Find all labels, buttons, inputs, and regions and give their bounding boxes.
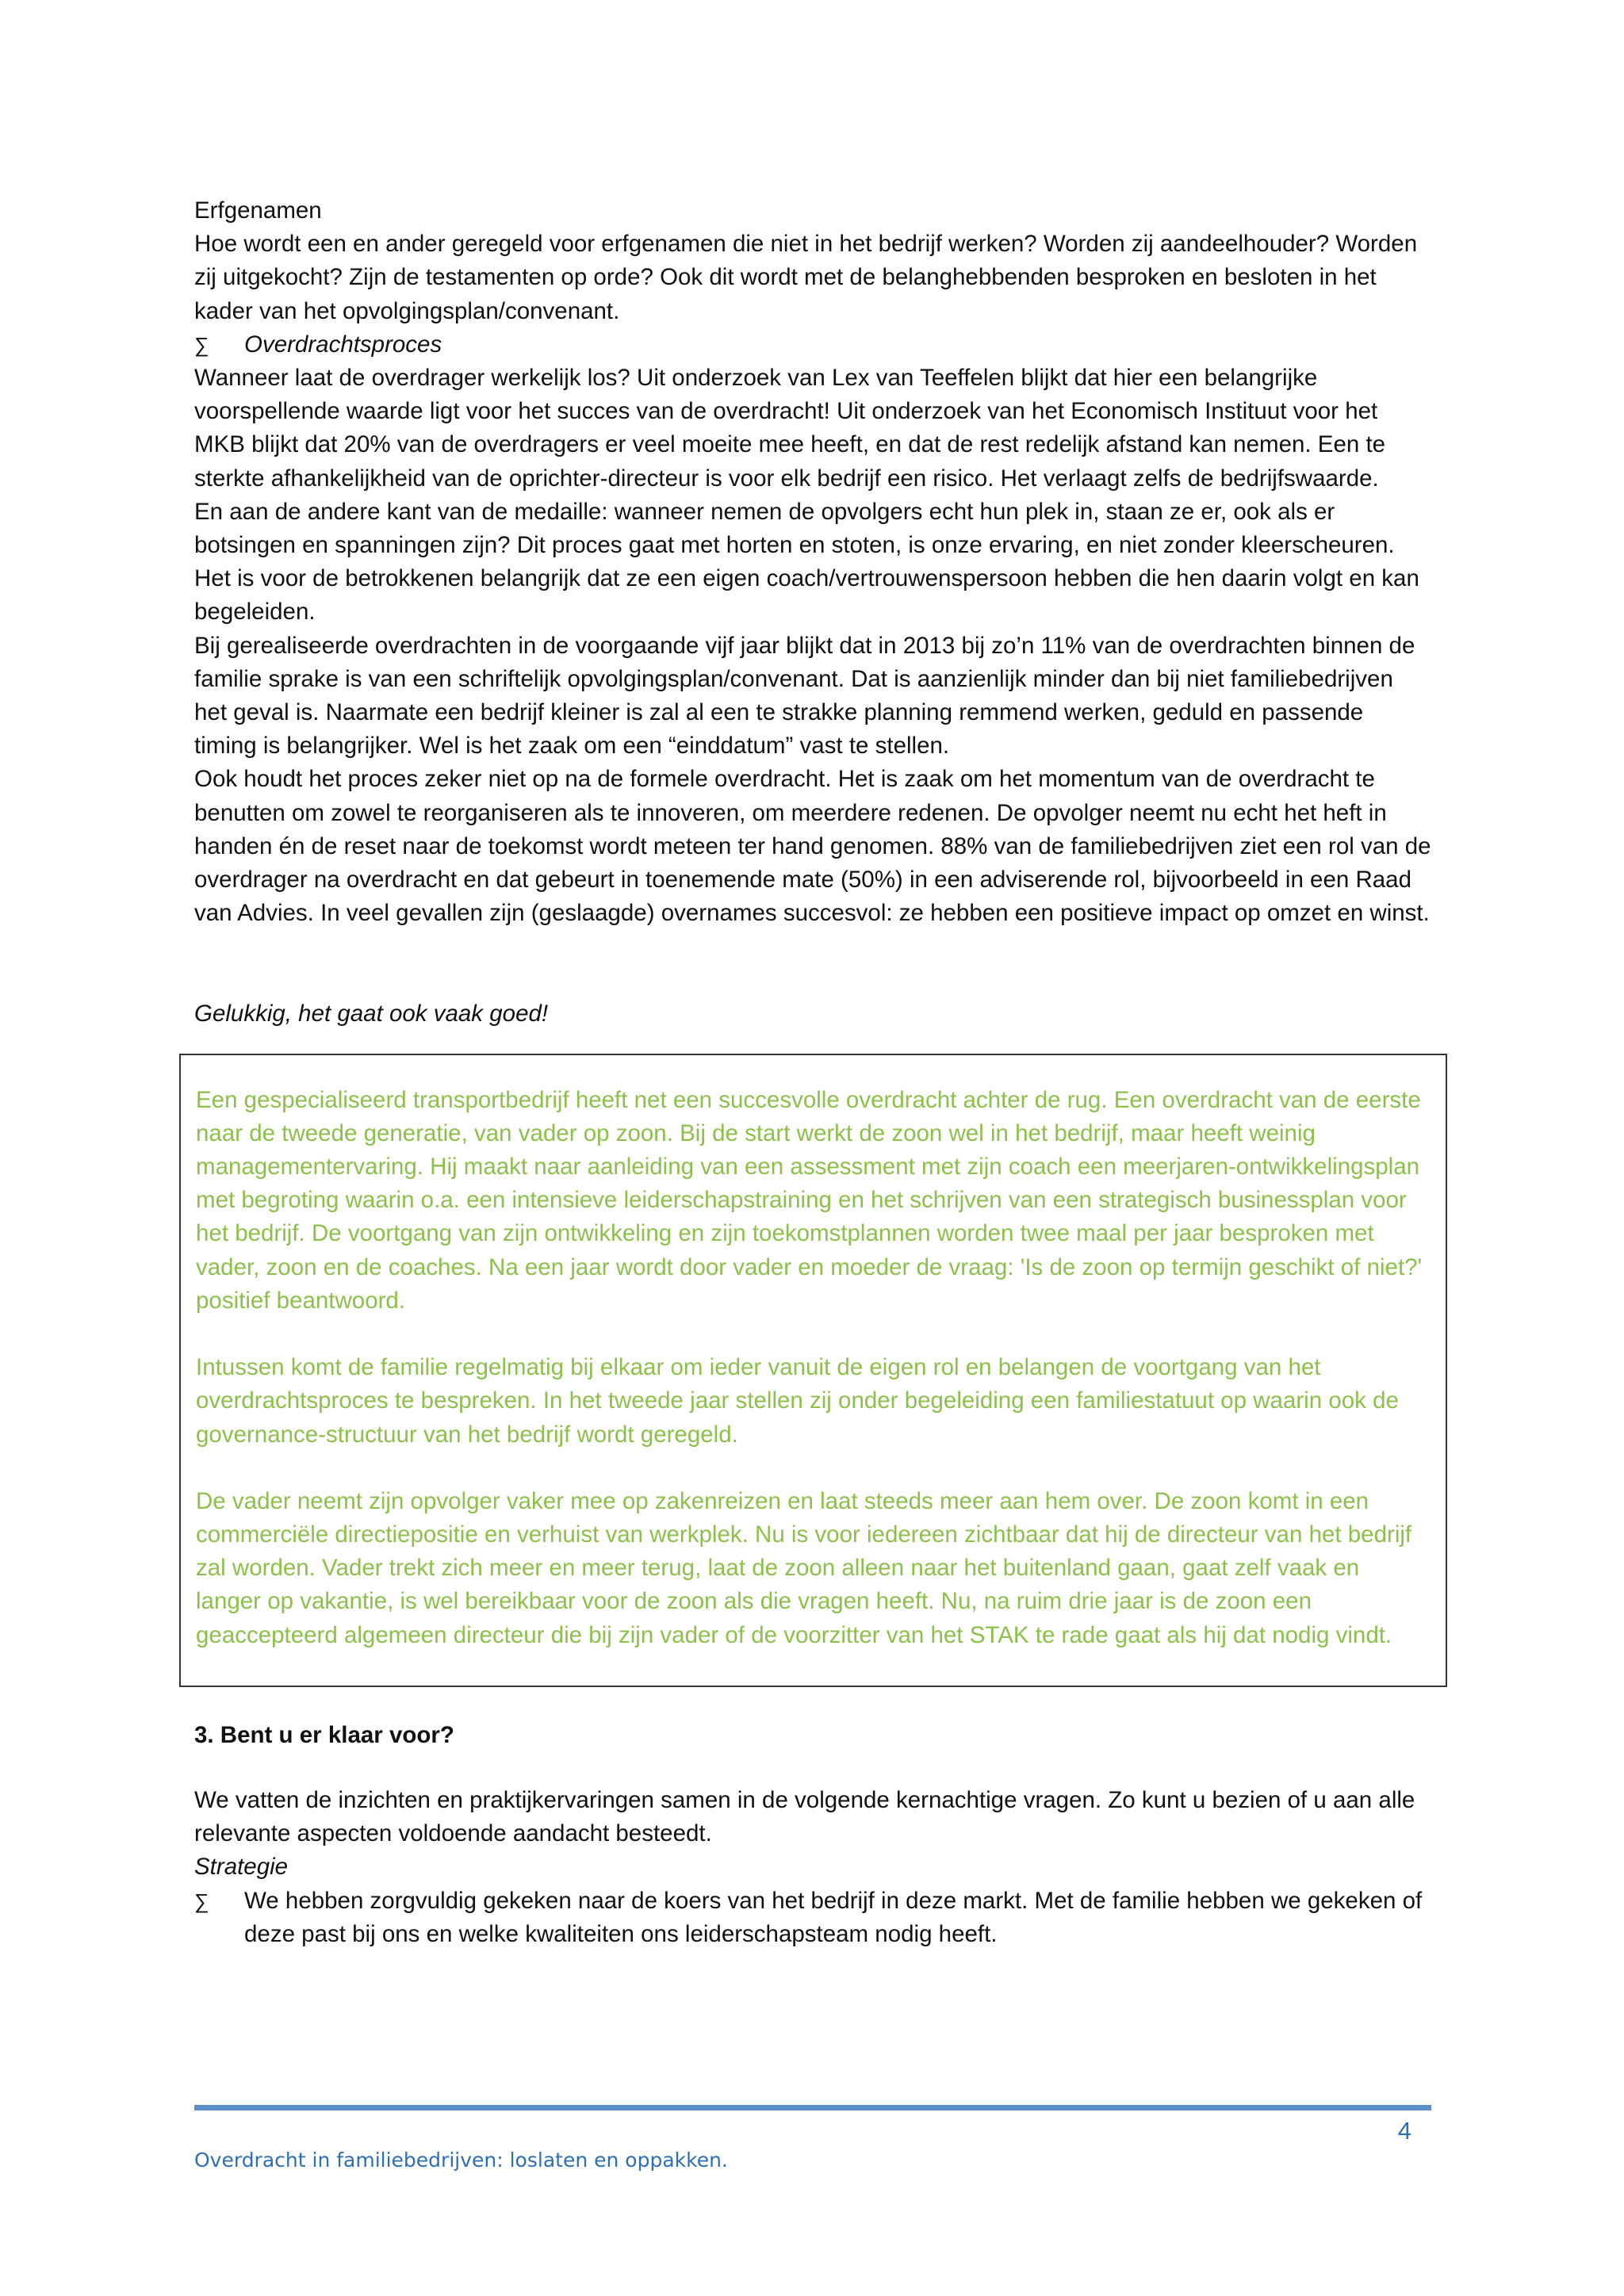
page-number: 4 (1397, 2117, 1411, 2145)
footer-title: Overdracht in familiebedrijven: loslaten en oppakken. (194, 2149, 728, 2172)
footer-rule (194, 2105, 1431, 2110)
paragraph-overdracht-2: En aan de andere kant van de medaille: wanneer nemen de opvolgers echt hun plek in, staan ze er, ook als er botsingen en spanningen zijn? Dit proces gaat met horten en stoten, is onze ervaring, en niet zonder kleerscheuren. Het is voor de betrokkenen belangrijk dat ze een eigen coach/vertrouwenspersoon hebben die hen daarin volgt en kan begeleiden. (194, 498, 1419, 626)
spacer (194, 930, 1431, 997)
paragraph-overdracht-4: Ook houdt het proces zeker niet op na de formele overdracht. Het is zaak om het momentum van de overdracht te benutten om zowel te reorganiseren als te innoveren, om meerdere redenen. De opvolger neemt nu echt het heft in handen én de reset naar de toekomst wordt meteen ter hand genomen. 88% van de familiebedrijven ziet een rol van de overdrager na overdracht en dat gebeurt in toenemende mate (50%) in een adviserende rol, bijvoorbeeld in een Raad van Advies. In veel gevallen zijn (geslaagde) overnames succesvol: ze hebben een positieve impact op omzet en winst. (194, 766, 1431, 927)
case-paragraph-1: Een gespecialiseerd transportbedrijf heeft net een succesvolle overdracht achter de rug. Een overdracht van de eerste naar de tweede generatie, van vader op zoon. Bij de start werkt de zoon wel in het bedrijf, maar heeft weinig managementervaring. Hij maakt naar aanleiding van een assessment met zijn coach een meerjaren-ontwikkelingsplan met begroting waarin o.a. een intensieve leiderschapstraining en het schrijven van een strategisch businessplan voor het bedrijf. De voortgang van zijn ontwikkeling en zijn toekomstplannen worden twee maal per jaar besproken met vader, zoon en de coaches. Na een jaar wordt door vader en moeder de vraag: 'Is de zoon op termijn geschikt of niet?' positief beantwoord. (196, 1086, 1423, 1314)
bullet-icon: ∑ (194, 332, 209, 357)
paragraph-overdracht-3: Bij gerealiseerde overdrachten in de voorgaande vijf jaar blijkt dat in 2013 bij zo’n 11% van de overdrachten binnen de familie sprake is van een schriftelijk opvolgingsplan/convenant. Dat is aanzienlijk minder dan bij niet familiebedrijven het geval is. Naarmate een bedrijf kleiner is zal al een te strakke planning remmend werken, geduld en passende timing is belangrijker. Wel is het zaak om een “einddatum” vast te stellen. (194, 632, 1415, 760)
spacer (196, 1452, 1430, 1485)
section-heading-klaar: 3. Bent u er klaar voor? (194, 1721, 454, 1748)
bullet-text-strategie: We hebben zorgvuldig gekeken naar de koers van het bedrijf in deze markt. Met de familie hebben we gekeken of deze past bij ons en welke kwaliteiten ons leiderschapsteam nodig heeft. (244, 1887, 1423, 1947)
page-content (194, 194, 1431, 1951)
paragraph-klaar-intro: We vatten de inzichten en praktijkervaringen samen in de volgende kernachtige vragen. Zo kunt u bezien of u aan alle relevante aspecten voldoende aandacht besteedt. (194, 1786, 1415, 1847)
case-study-box (179, 1054, 1447, 1687)
spacer (194, 1687, 1431, 1719)
section-heading-erfgenamen: Erfgenamen (194, 197, 322, 224)
bullet-item-overdrachtsproces (194, 328, 1431, 362)
good-news-heading: Gelukkig, het gaat ook vaak goed! (194, 1001, 549, 1027)
spacer (196, 1318, 1430, 1351)
subheading-strategie: Strategie (194, 1854, 289, 1881)
bullet-icon: ∑ (194, 1888, 209, 1913)
spacer (194, 1752, 1431, 1784)
paragraph-erfgenamen: Hoe wordt een en ander geregeld voor erfgenamen die niet in het bedrijf werken? Worden zij aandeelhouder? Worden zij uitgekocht? Zijn de testamenten op orde? Ook dit wordt met de belanghebbenden besproken en besloten in het kader van het opvolgingsplan/convenant. (194, 231, 1418, 324)
bullet-item-strategie (194, 1885, 1431, 1951)
paragraph-overdracht-1: Wanneer laat de overdrager werkelijk los? Uit onderzoek van Lex van Teeffelen blijkt dat hier een belangrijke voorspellende waarde ligt voor het succes van de overdracht! Uit onderzoek van het Economisch Instituut voor het MKB blijkt dat 20% van de overdragers er veel moeite mee heeft, en dat de rest redelijk afstand kan nemen. Een te sterkte afhankelijkheid van de oprichter-directeur is voor elk bedrijf een risico. Het verlaagt zelfs de bedrijfswaarde. (194, 365, 1386, 492)
section-heading-overdrachtsproces: Overdrachtsproces (244, 331, 442, 358)
case-paragraph-3: De vader neemt zijn opvolger vaker mee op zakenreizen en laat steeds meer aan hem over. De zoon komt in een commerciële directiepositie en verhuist van werkplek. Nu is voor iedereen zichtbaar dat hij de directeur van het bedrijf zal worden. Vader trekt zich meer en meer terug, laat de zoon alleen naar het buitenland gaan, gaat zelf vaak en langer op vakantie, is wel bereikbaar voor de zoon als die vragen heeft. Nu, na ruim drie jaar is de zoon een geaccepteerd algemeen directeur die bij zijn vader of de voorzitter van het STAK te rade gaat als hij dat nodig vindt. (196, 1487, 1412, 1648)
case-paragraph-2: Intussen komt de familie regelmatig bij elkaar om ieder vanuit de eigen rol en belangen de voortgang van het overdrachtsproces te bespreken. In het tweede jaar stellen zij onder begeleiding een familiestatuut op waarin ook de governance-structuur van het bedrijf wordt geregeld. (196, 1354, 1399, 1448)
